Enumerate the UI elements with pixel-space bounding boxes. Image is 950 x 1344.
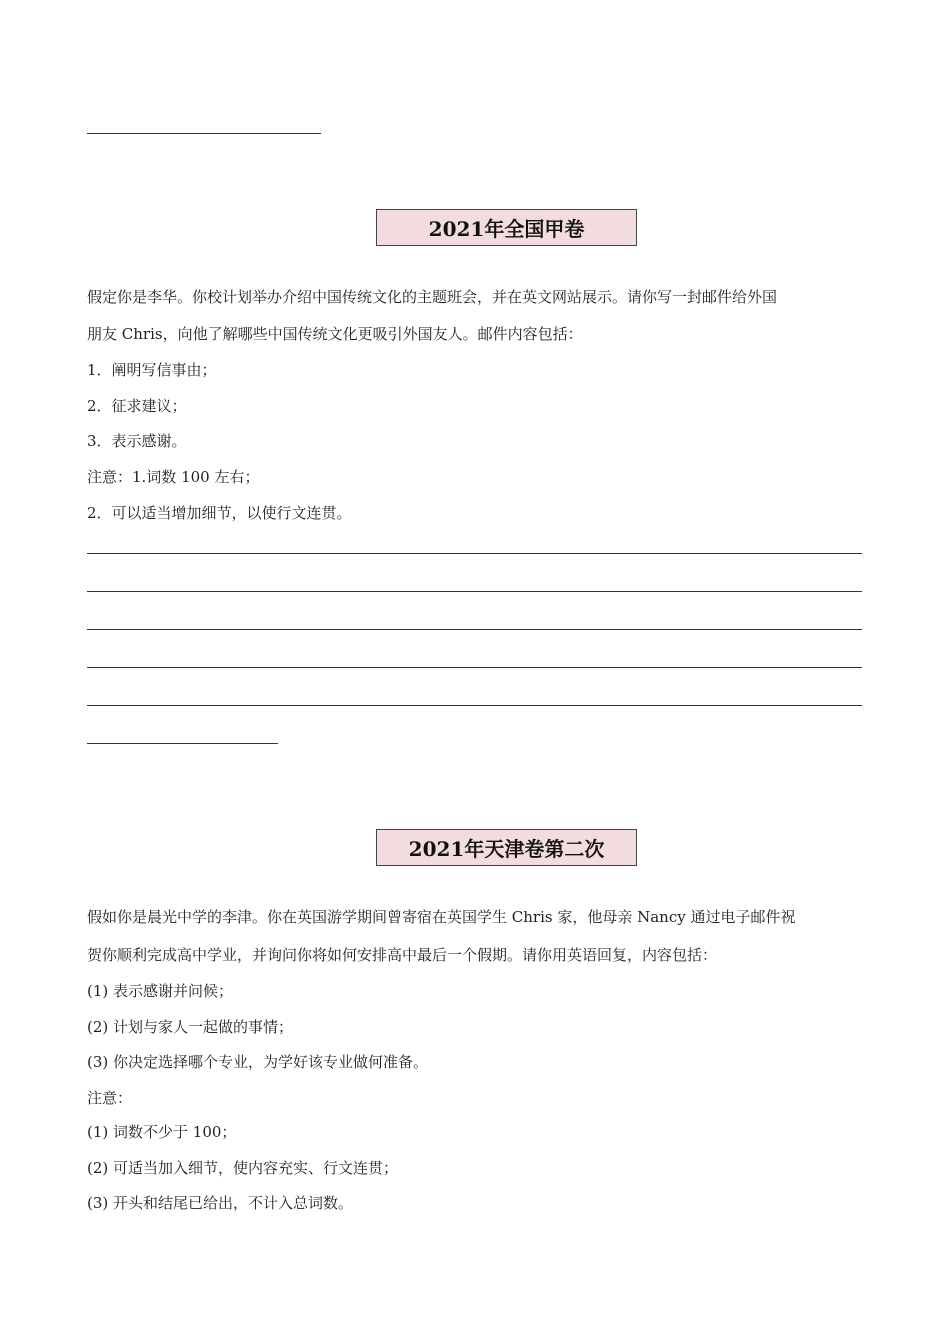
prompt-line: 朋友 Chris，向他了解哪些中国传统文化更吸引外国友人。邮件内容包括：: [87, 325, 583, 343]
prompt-line: (1) 表示感谢并问候；: [87, 982, 234, 1000]
prompt-line: (2) 可适当加入细节，使内容充实、行文连贯；: [87, 1159, 399, 1177]
prompt-line: 1．阐明写信事由；: [87, 361, 217, 379]
prompt-line: (1) 词数不少于 100；: [87, 1123, 237, 1141]
answer-line: [87, 629, 862, 630]
prompt-line: 3．表示感谢。: [87, 432, 187, 450]
prompt-line: 假如你是晨光中学的李津。你在英国游学期间曾寄宿在英国学生 Chris 家，他母亲 Nancy 通过电子邮件祝: [87, 908, 796, 926]
prompt-line: (3) 你决定选择哪个专业，为学好该专业做何准备。: [87, 1053, 429, 1071]
prompt-line: 2．可以适当增加细节，以使行文连贯。: [87, 504, 352, 522]
prompt-line: 注意：: [87, 1089, 133, 1107]
section-title-1: 2021年全国甲卷: [376, 209, 637, 246]
prompt-line: (3) 开头和结尾已给出，不计入总词数。: [87, 1194, 354, 1212]
answer-line: [87, 591, 862, 592]
prompt-line: 注意：1.词数 100 左右；: [87, 468, 260, 486]
prompt-line: 2．征求建议；: [87, 397, 187, 415]
answer-line: [87, 667, 862, 668]
answer-line-partial: [87, 133, 321, 134]
answer-line: [87, 705, 862, 706]
answer-line-partial: [87, 743, 278, 744]
section-title-2: 2021年天津卷第二次: [376, 829, 637, 866]
prompt-line: 假定你是李华。你校计划举办介绍中国传统文化的主题班会，并在英文网站展示。请你写一封邮件给外国: [87, 288, 778, 306]
prompt-line: (2) 计划与家人一起做的事情；: [87, 1018, 294, 1036]
answer-line: [87, 553, 862, 554]
prompt-line: 贺你顺利完成高中学业，并询问你将如何安排高中最后一个假期。请你用英语回复，内容包括：: [87, 946, 718, 964]
